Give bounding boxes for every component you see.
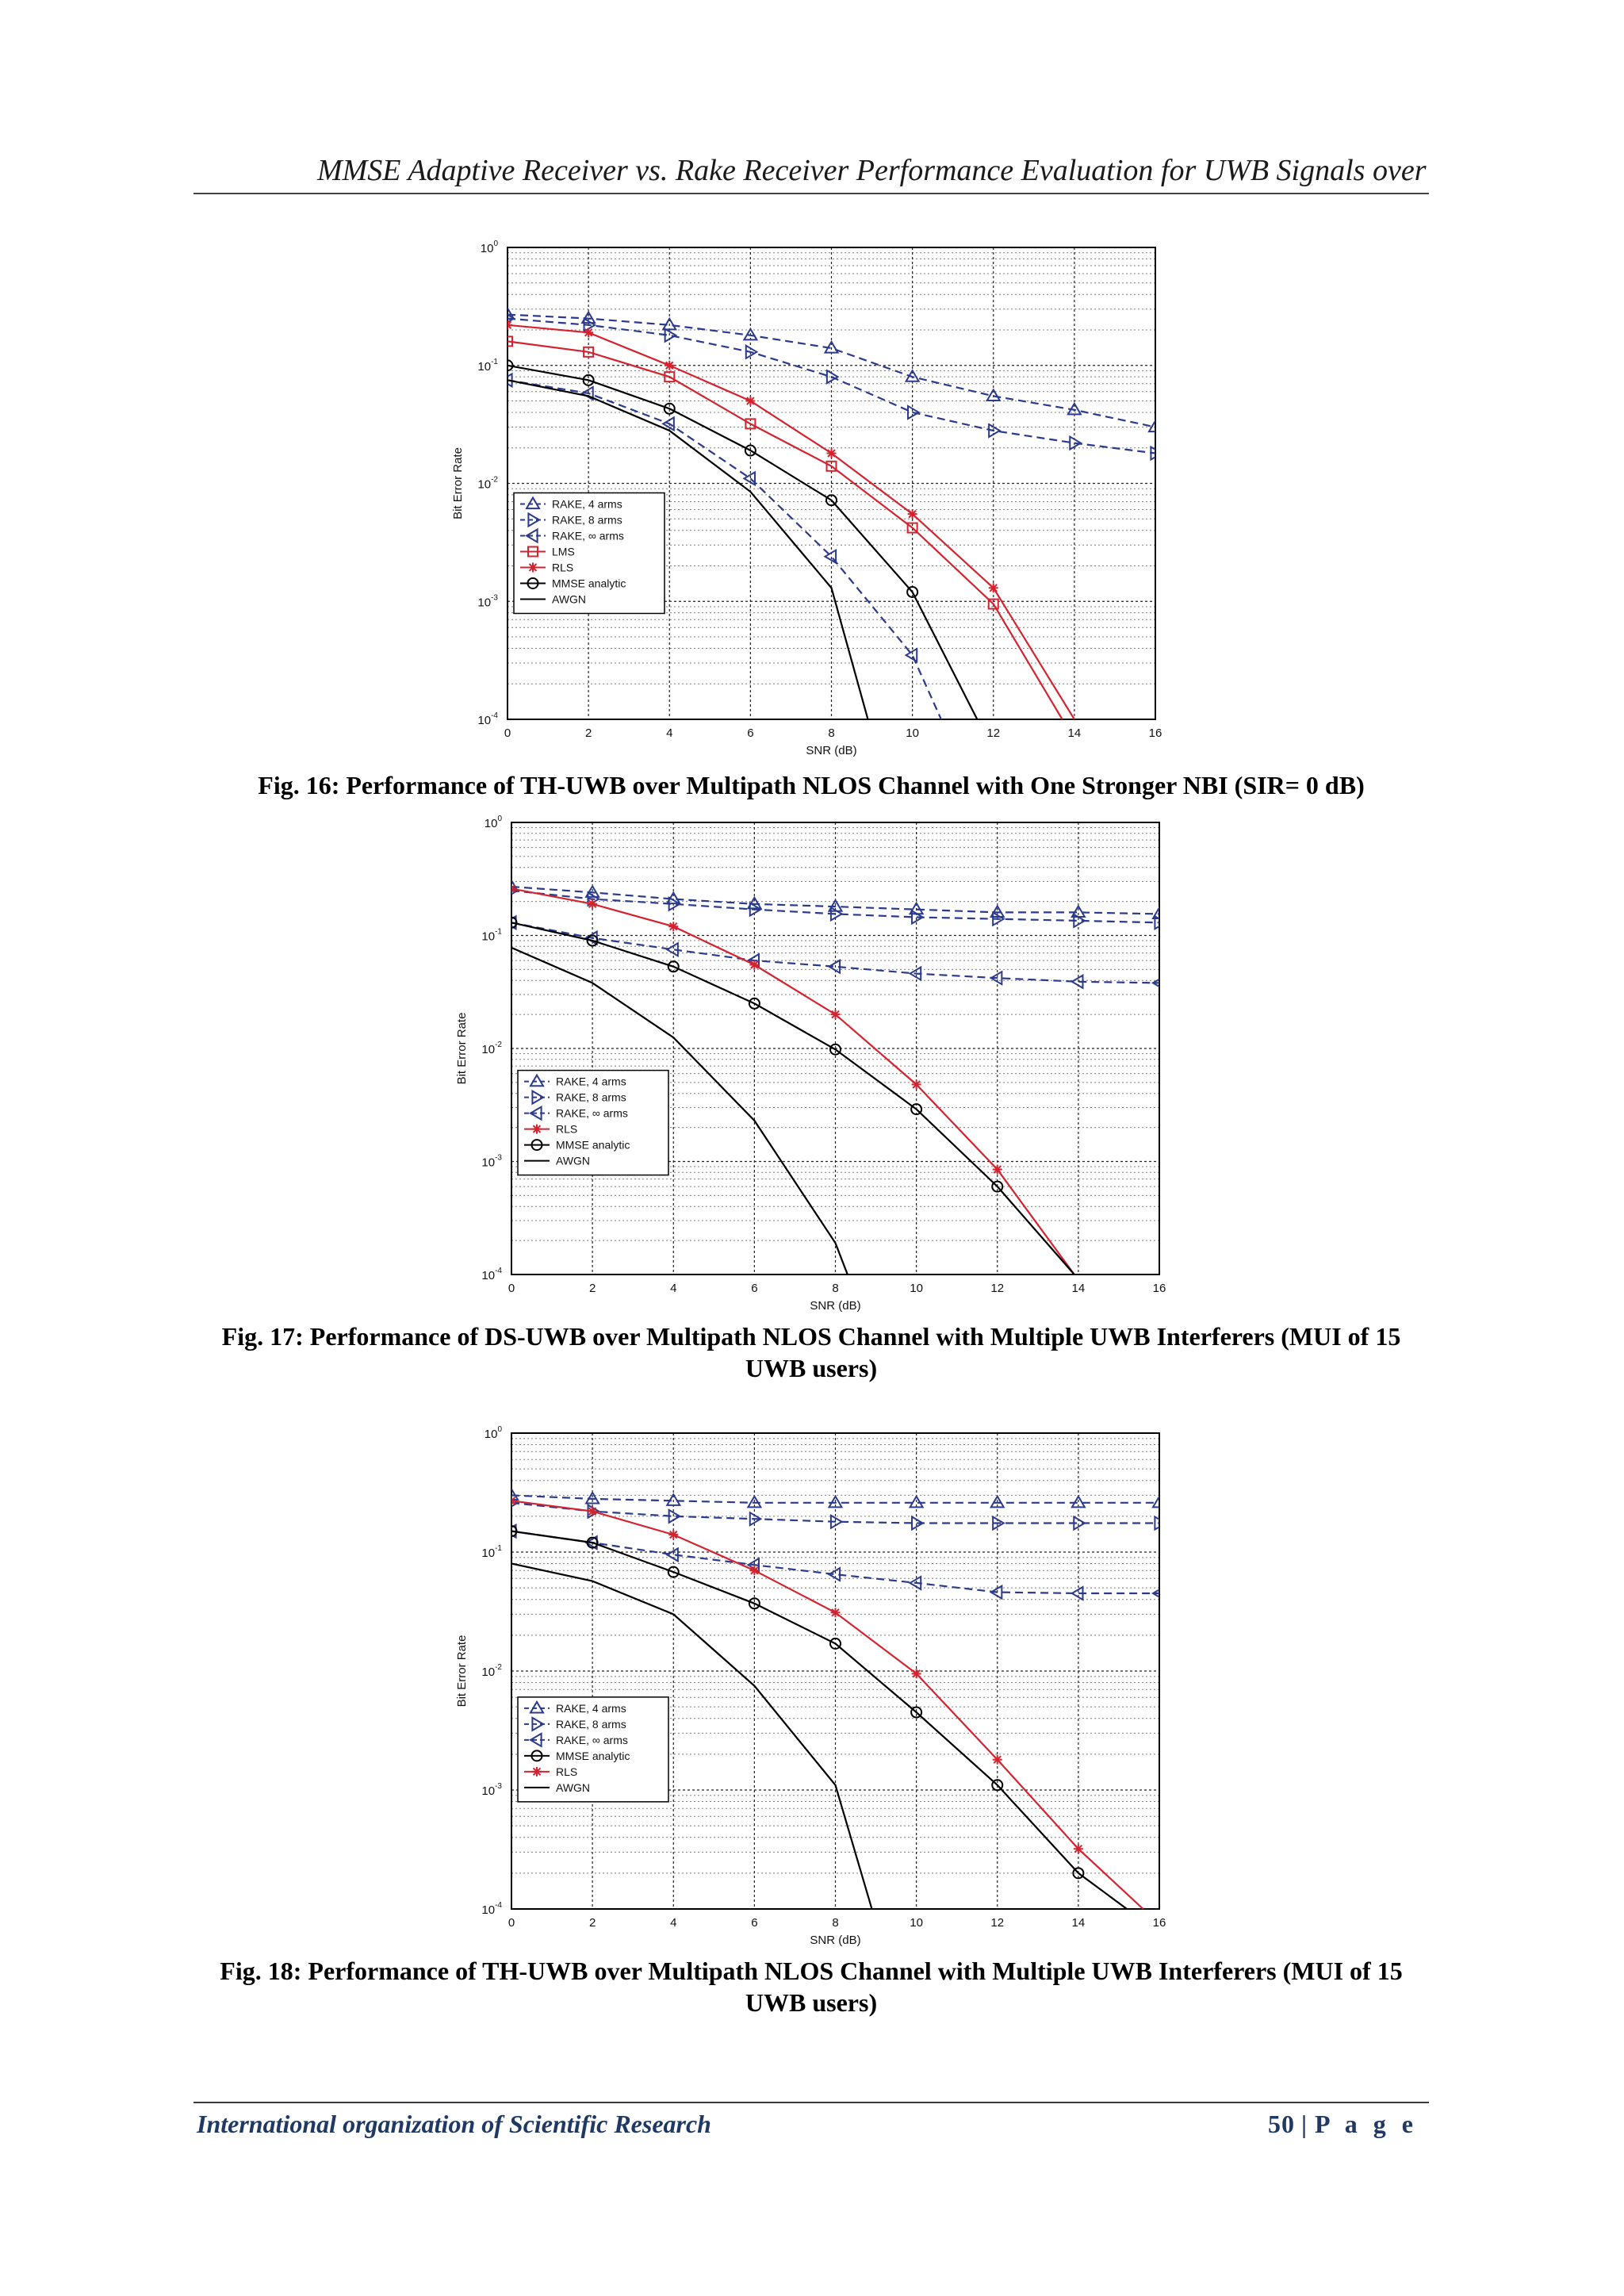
legend-label: RAKE, 4 arms: [552, 497, 622, 511]
x-tick-label: 2: [584, 726, 592, 740]
data-point: [1155, 1517, 1166, 1530]
x-tick-label: 4: [670, 1916, 677, 1930]
y-tick-label: $10^{-1}$: [481, 927, 502, 944]
legend-label: MMSE analytic: [556, 1749, 630, 1762]
x-tick-label: 16: [1148, 726, 1162, 740]
footer-page: [1268, 2110, 1418, 2139]
legend: [518, 1697, 668, 1802]
x-tick-label: 6: [747, 726, 754, 740]
footer-publisher: International organization of Scientific Research: [197, 2110, 711, 2138]
figure-caption: Fig. 17: Performance of DS-UWB over Multipath NLOS Channel with Multiple UWB Interferers (MUI of 15 UWB users): [221, 1322, 1401, 1382]
legend-label: MMSE analytic: [552, 577, 626, 590]
grid: [508, 247, 1155, 719]
y-tick-label: $10^{-1}$: [477, 357, 498, 374]
ber-chart-fig16: [440, 230, 1170, 765]
page-label: P a g e: [1315, 2110, 1418, 2138]
x-tick-label: 4: [670, 1282, 677, 1295]
x-tick-label: 2: [588, 1916, 596, 1930]
y-axis-label: Bit Error Rate: [455, 1635, 469, 1708]
x-axis-label: SNR (dB): [810, 1299, 861, 1313]
legend-label: LMS: [552, 545, 575, 558]
x-tick-label: 6: [751, 1916, 758, 1930]
x-tick-label: 6: [751, 1282, 758, 1295]
x-tick-label: 12: [986, 726, 1001, 740]
legend: [514, 493, 665, 613]
x-tick-label: 0: [504, 726, 511, 740]
page-number: 50: [1267, 2110, 1295, 2138]
grid: [511, 822, 1159, 1274]
x-tick-label: 0: [508, 1916, 515, 1930]
y-tick-label: $10^{-2}$: [481, 1041, 502, 1056]
legend-label: AWGN: [556, 1780, 591, 1794]
x-tick-label: 8: [832, 1916, 839, 1930]
x-tick-label: 14: [1067, 726, 1082, 740]
footer-rule: [193, 2102, 1429, 2103]
figure-caption: Fig. 18: Performance of TH-UWB over Multipath NLOS Channel with Multiple UWB Interferers (MUI of 15 UWB users): [220, 1957, 1403, 2017]
y-tick-label: $10^{-3}$: [477, 593, 498, 610]
y-tick-label: $10^{-4}$: [481, 1901, 502, 1917]
y-tick-label: $10^{-3}$: [481, 1782, 502, 1798]
ber-chart-fig17: [444, 805, 1174, 1320]
y-tick-label: $10^{-4}$: [481, 1267, 502, 1282]
page-separator: |: [1300, 2110, 1308, 2138]
legend-label: MMSE analytic: [556, 1138, 630, 1152]
x-axis-label: SNR (dB): [810, 1934, 861, 1947]
x-tick-label: 2: [588, 1282, 596, 1295]
y-tick-label: $10^{-1}$: [481, 1544, 502, 1560]
legend-label: RAKE, ∞ arms: [556, 1733, 628, 1746]
legend-label: RAKE, ∞ arms: [552, 529, 624, 542]
x-tick-label: 14: [1071, 1282, 1086, 1295]
x-tick-label: 0: [508, 1282, 515, 1295]
y-tick-label: $10^0$: [484, 1425, 502, 1441]
y-tick-label: $10^0$: [480, 240, 498, 255]
x-axis-label: SNR (dB): [806, 744, 857, 757]
legend-label: RAKE, 8 arms: [556, 1091, 626, 1104]
y-tick-label: $10^{-3}$: [481, 1153, 502, 1170]
x-tick-label: 16: [1152, 1916, 1166, 1930]
legend-label: RAKE, ∞ arms: [556, 1106, 628, 1120]
legend-label: RAKE, 8 arms: [556, 1717, 626, 1731]
grid: [511, 1433, 1159, 1909]
x-tick-label: 12: [990, 1916, 1005, 1930]
x-tick-label: 8: [832, 1282, 839, 1295]
x-tick-label: 4: [666, 726, 673, 740]
legend-label: RAKE, 8 arms: [552, 513, 622, 527]
legend: [518, 1071, 668, 1175]
legend-label: RLS: [556, 1765, 578, 1778]
x-tick-label: 16: [1152, 1282, 1166, 1295]
y-axis-label: Bit Error Rate: [455, 1012, 469, 1085]
legend-label: AWGN: [552, 592, 587, 606]
x-tick-label: 12: [990, 1282, 1005, 1295]
y-tick-label: $10^0$: [484, 815, 502, 830]
legend-label: AWGN: [556, 1154, 591, 1167]
ber-chart-fig18: [444, 1416, 1174, 1955]
x-tick-label: 14: [1071, 1916, 1086, 1930]
legend-label: RLS: [556, 1122, 578, 1136]
header-rule: [193, 193, 1429, 194]
y-tick-label: $10^{-4}$: [477, 711, 498, 727]
x-tick-label: 8: [828, 726, 835, 740]
running-head: MMSE Adaptive Receiver vs. Rake Receiver Performance Evaluation for UWB Signals over: [317, 154, 1427, 187]
x-tick-label: 10: [906, 726, 919, 740]
y-axis-label: Bit Error Rate: [451, 447, 465, 519]
y-tick-label: $10^{-2}$: [477, 475, 498, 492]
legend-label: RAKE, 4 arms: [556, 1075, 626, 1088]
x-tick-label: 10: [910, 1916, 923, 1930]
legend-box: [514, 493, 665, 613]
x-tick-label: 10: [910, 1282, 923, 1295]
y-tick-label: $10^{-2}$: [481, 1663, 502, 1679]
figure-caption: Fig. 16: Performance of TH-UWB over Multipath NLOS Channel with One Stronger NBI (SIR= 0 dB): [258, 771, 1365, 799]
legend-label: RAKE, 4 arms: [556, 1701, 626, 1715]
legend-label: RLS: [552, 561, 574, 574]
